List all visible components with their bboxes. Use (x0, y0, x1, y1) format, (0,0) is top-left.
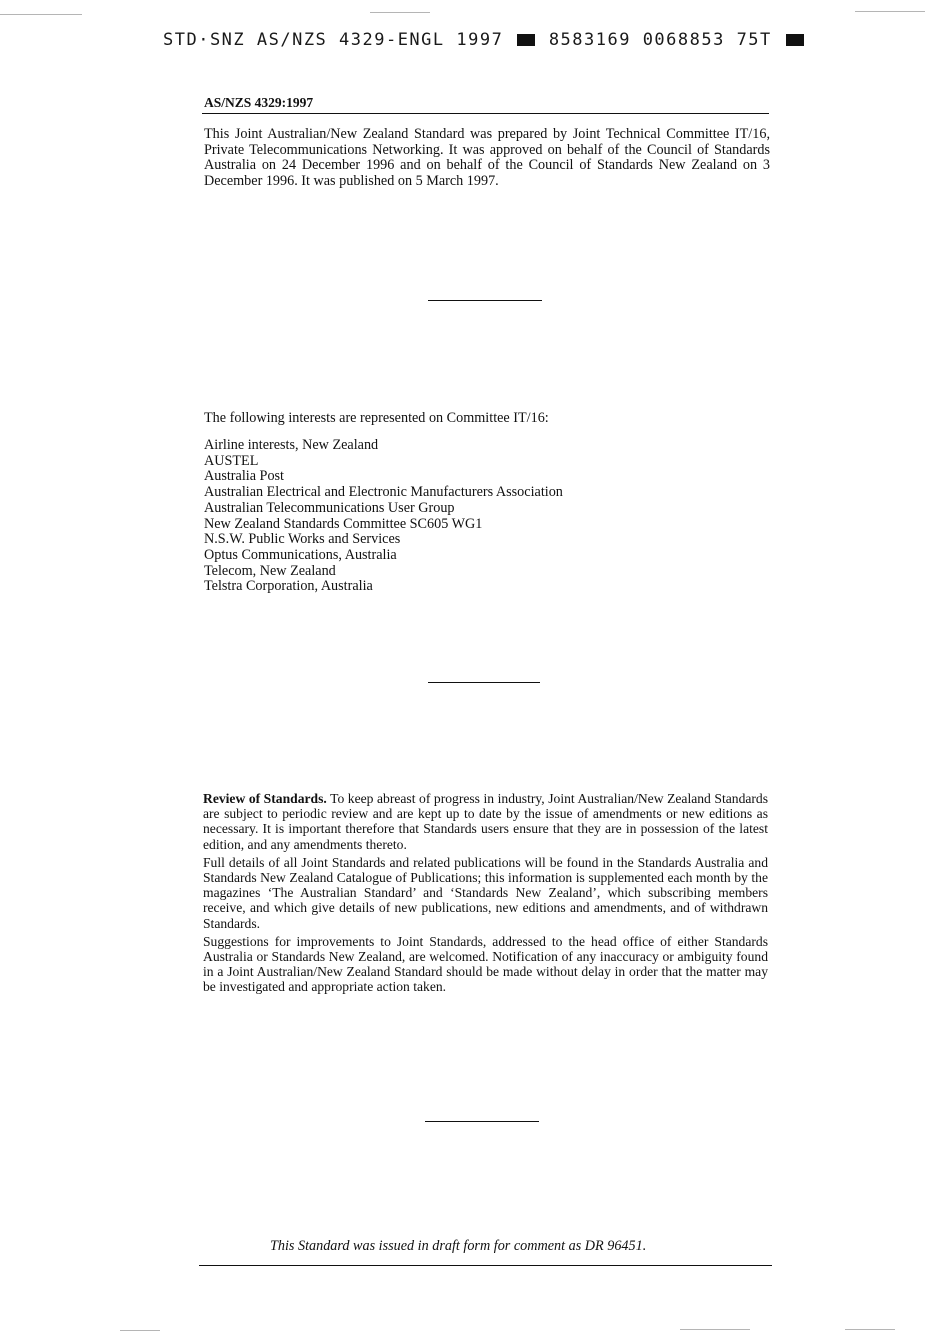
interests-intro: The following interests are represented on Committee IT/16: (204, 410, 549, 426)
review-paragraph (203, 791, 768, 852)
scan-artefact (680, 1329, 750, 1330)
review-text: To keep abreast of progress in industry, Joint Australian/New Zealand Standards are subject to periodic review and are kept up to date by the issue of amendments or new editions as necessary. It is important therefore that Standards users ensure that they are in possession of the latest edition, and any amendments thereto. (203, 791, 769, 852)
scan-header-left: STD·SNZ AS/NZS 4329-ENGL 1997 (163, 30, 504, 50)
bottom-rule (199, 1265, 772, 1266)
list-item: Telecom, New Zealand (204, 562, 336, 579)
intro-paragraph: This Joint Australian/New Zealand Standard was prepared by Joint Technical Committee IT/16, Private Telecommunications Networking. It was approved on behalf of the Council of Standards Australia on 24 December 1996 and on behalf of the Council of Standards New Zealand on 3 December 1996. It was published on 5 March 1997. (204, 126, 770, 189)
standard-id: AS/NZS 4329:1997 (204, 95, 314, 110)
scan-artefact (370, 12, 430, 13)
list-item: Australia Post (204, 468, 284, 485)
list-item: AUSTEL (204, 452, 259, 469)
list-item: New Zealand Standards Committee SC605 WG1 (204, 515, 483, 532)
section-divider (425, 1121, 539, 1122)
list-item: Australian Electrical and Electronic Manufacturers Association (204, 484, 563, 501)
scan-artefact (120, 1330, 160, 1331)
list-item: Optus Communications, Australia (204, 546, 397, 563)
section-divider (428, 300, 542, 301)
scan-artefact (845, 1329, 895, 1330)
review-heading: Review of Standards. (203, 791, 327, 806)
draft-note: This Standard was issued in draft form for comment as DR 96451. (270, 1238, 647, 1254)
scan-header-line (163, 30, 803, 50)
list-item: N.S.W. Public Works and Services (204, 531, 401, 548)
review-paragraph: Suggestions for improvements to Joint Standards, addressed to the head office of either Standards Australia or Standards New Zealand, are welcomed. Notification of any inaccuracy or ambiguity found in a Joint Australian/New Zealand Standard should be made without delay in order that the matter may be investigated and appropriate action taken. (203, 933, 768, 995)
section-divider (428, 682, 540, 683)
review-paragraph: Full details of all Joint Standards and related publications will be found in the Standards Australia and Standards New Zealand Catalogue of Publications; this information is supplemented each month by the magazines ‘The Australian Standard’ and ‘Standards New Zealand’, which subscribing members receive, and which give details of new publications, new editions and amendments, and of withdrawn Standards. (203, 854, 768, 931)
scan-header-mid: 8583169 0068853 75T (548, 30, 772, 50)
top-rule (202, 113, 769, 114)
scan-artefact (855, 11, 925, 12)
review-section (203, 791, 768, 998)
interests-list (204, 438, 563, 595)
list-item: Telstra Corporation, Australia (204, 578, 373, 595)
scan-block-mark (786, 34, 804, 46)
list-item: Australian Telecommunications User Group (204, 499, 455, 516)
list-item: Airline interests, New Zealand (204, 437, 379, 453)
scan-artefact (0, 14, 82, 15)
scan-block-mark (517, 34, 535, 46)
